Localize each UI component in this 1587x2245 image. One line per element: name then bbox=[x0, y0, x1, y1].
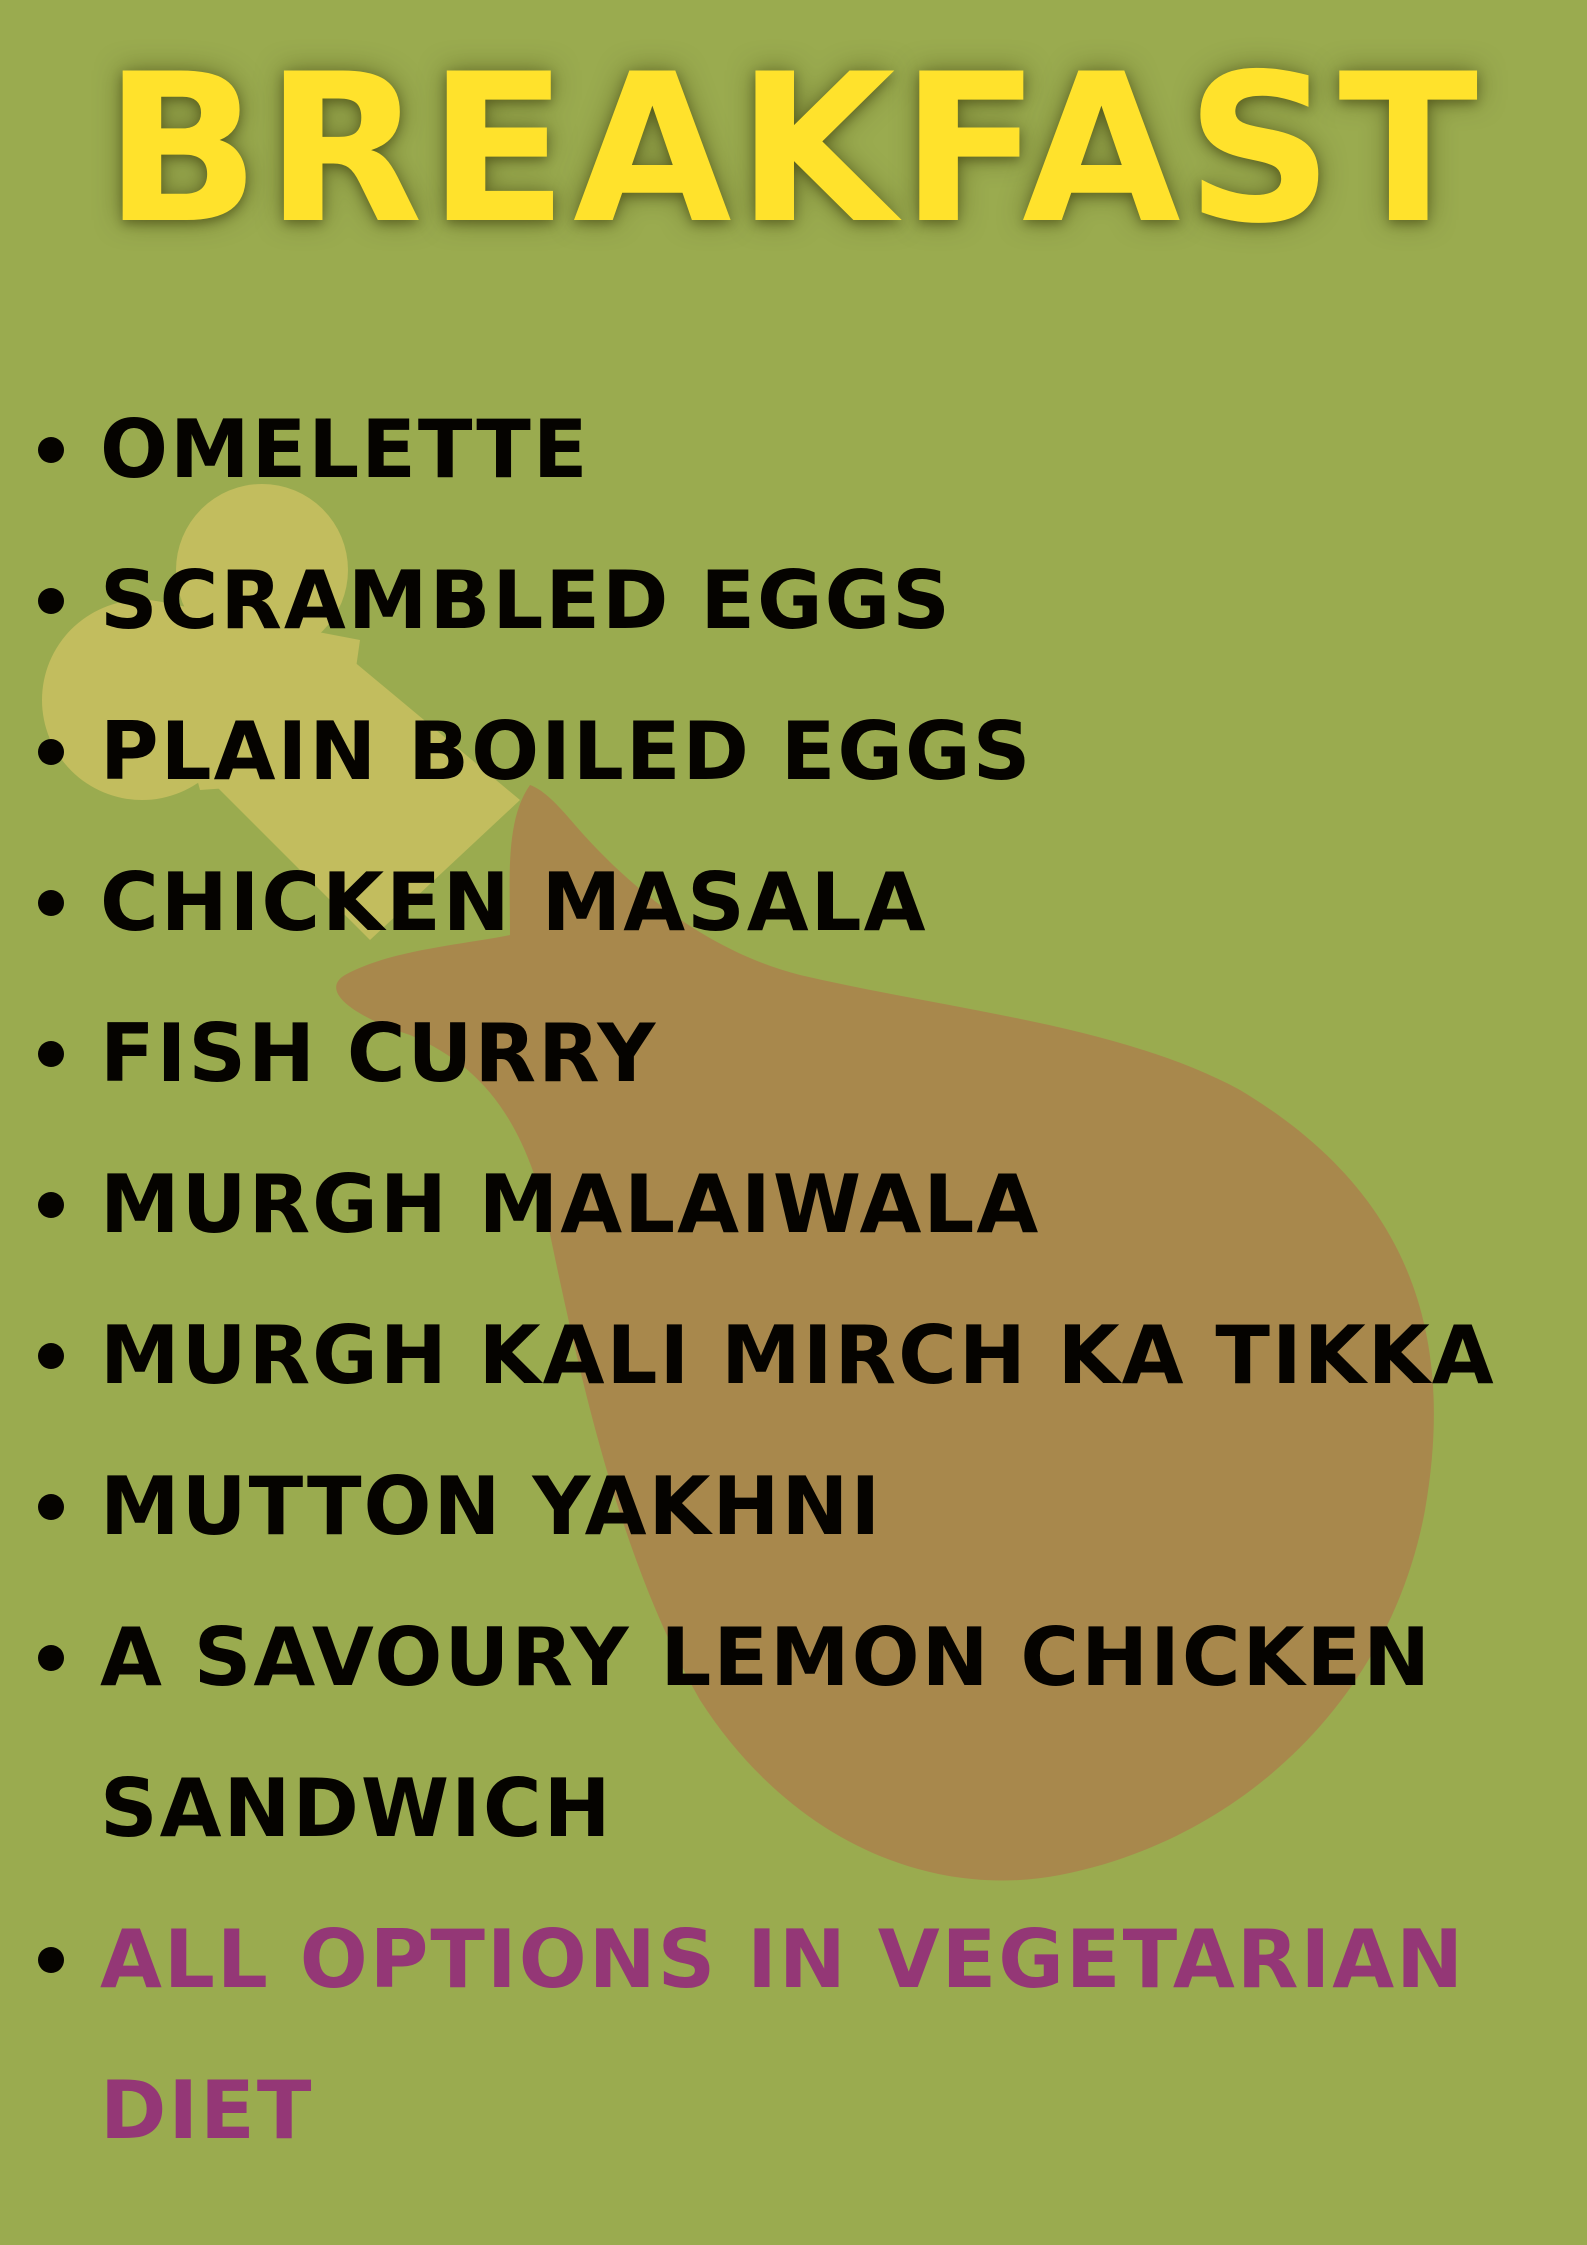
bullet-icon bbox=[38, 1041, 64, 1067]
note-label-line1: ALL OPTIONS IN VEGETARIAN bbox=[100, 1913, 1466, 2006]
list-item bbox=[30, 827, 1570, 978]
menu-item-label-line1: A SAVOURY LEMON CHICKEN bbox=[100, 1611, 1433, 1704]
menu-item-label: FISH CURRY bbox=[100, 1007, 658, 1100]
list-item bbox=[30, 1431, 1570, 1582]
list-item bbox=[30, 374, 1570, 525]
list-item bbox=[30, 676, 1570, 827]
menu-item-label: SCRAMBLED EGGS bbox=[100, 554, 952, 647]
menu-item-label-line2: SANDWICH bbox=[100, 1762, 613, 1855]
bullet-icon bbox=[38, 890, 64, 916]
vegetarian-note bbox=[30, 1884, 1570, 2186]
list-item bbox=[30, 978, 1570, 1129]
bullet-icon bbox=[38, 1645, 64, 1671]
menu-item-label: MURGH MALAIWALA bbox=[100, 1158, 1041, 1251]
menu-item-label: MURGH KALI MIRCH KA TIKKA bbox=[100, 1309, 1496, 1402]
menu-item-label: CHICKEN MASALA bbox=[100, 856, 928, 949]
menu-item-label: MUTTON YAKHNI bbox=[100, 1460, 883, 1553]
bullet-icon bbox=[38, 739, 64, 765]
bullet-icon bbox=[38, 1494, 64, 1520]
bullet-icon bbox=[38, 1192, 64, 1218]
bullet-icon bbox=[38, 1947, 64, 1973]
menu-item-label: PLAIN BOILED EGGS bbox=[100, 705, 1033, 798]
list-item bbox=[30, 1280, 1570, 1431]
list-item bbox=[30, 1582, 1570, 1884]
bullet-icon bbox=[38, 437, 64, 463]
list-item bbox=[30, 525, 1570, 676]
page-title: BREAKFAST bbox=[103, 31, 1484, 269]
bullet-icon bbox=[38, 1343, 64, 1369]
menu-item-label: OMELETTE bbox=[100, 403, 590, 496]
menu-list bbox=[30, 374, 1570, 2186]
note-label-line2: DIET bbox=[100, 2064, 314, 2157]
bullet-icon bbox=[38, 588, 64, 614]
list-item bbox=[30, 1129, 1570, 1280]
